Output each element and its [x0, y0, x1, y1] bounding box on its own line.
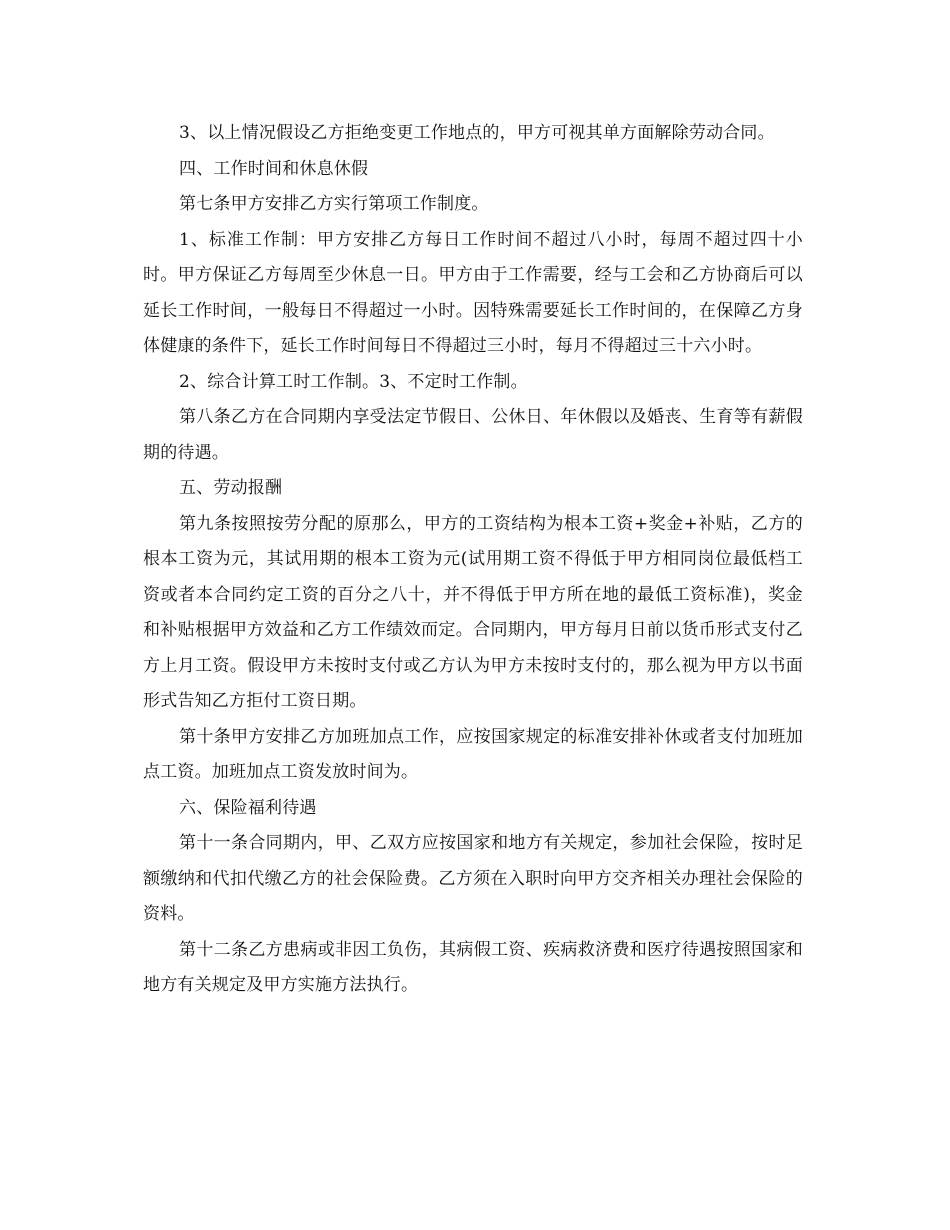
- paragraph-article-7: 第七条甲方安排乙方实行第项工作制度。: [179, 194, 489, 214]
- paragraph-article-11: 第十一条合同期内，甲、乙双方应按国家和地方有关规定，参加社会保险，按时足额缴纳和代扣代缴乙方的社会保险费。乙方须在入职时向甲方交齐相关办理社会保险的资料。: [143, 833, 803, 924]
- paragraph-article-12: 第十二条乙方患病或非因工负伤，其病假工资、疾病救济费和医疗待遇按照国家和地方有关规定及甲方实施方法执行。: [143, 939, 803, 995]
- section-heading-remuneration: 五、劳动报酬: [179, 478, 283, 498]
- paragraph-article-9: 第九条按照按劳分配的原那么，甲方的工资结构为根本工资+奖金+补贴，乙方的根本工资为元，其试用期的根本工资为元(试用期工资不得低于甲方相同岗位最低档工资或者本合同约定工资的百分之八十，并不得低于甲方所在地的最低工资标准)，奖金和补贴根据甲方效益和乙方工作绩效而定。合同期内，甲方每月日前以货币形式支付乙方上月工资。假设甲方未按时支付或乙方认为甲方未按时支付的，那么视为甲方以书面形式告知乙方拒付工资日期。: [143, 513, 803, 711]
- paragraph-article-8: 第八条乙方在合同期内享受法定节假日、公休日、年休假以及婚丧、生育等有薪假期的待遇。: [143, 407, 803, 463]
- section-heading-working-hours: 四、工作时间和休息休假: [179, 158, 369, 179]
- section-heading-insurance: 六、保险福利待遇: [179, 797, 317, 818]
- paragraph-article-10: 第十条甲方安排乙方加班加点工作，应按国家规定的标准安排补休或者支付加班加点工资。加班加点工资发放时间为。: [143, 726, 803, 782]
- document-body: [143, 116, 803, 1004]
- paragraph-clause-3: 3、以上情况假设乙方拒绝变更工作地点的，甲方可视其单方面解除劳动合同。: [179, 123, 775, 143]
- paragraph-other-hour-systems: 2、综合计算工时工作制。3、不定时工作制。: [179, 371, 528, 392]
- paragraph-standard-hours: 1、标准工作制：甲方安排乙方每日工作时间不超过八小时，每周不超过四十小时。甲方保证乙方每周至少休息一日。甲方由于工作需要，经与工会和乙方协商后可以延长工作时间，一般每日不得超过一小时。因特殊需要延长工作时间的，在保障乙方身体健康的条件下，延长工作时间每日不得超过三小时，每月不得超过三十六小时。: [143, 229, 803, 356]
